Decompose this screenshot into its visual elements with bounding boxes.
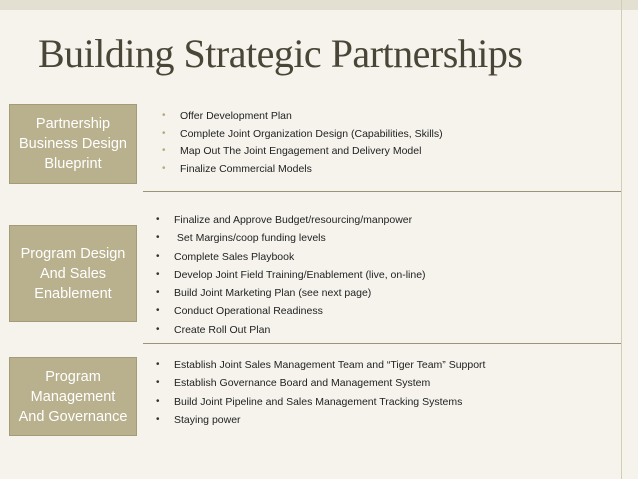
section-divider bbox=[143, 191, 621, 192]
list-item: • Create Roll Out Plan bbox=[156, 323, 271, 336]
section-label-partnership-blueprint bbox=[9, 104, 137, 184]
bullet-dot-icon: • bbox=[156, 305, 160, 317]
bullet-dot-icon: • bbox=[162, 127, 166, 139]
list-item: • Develop Joint Field Training/Enablement (live, on-line) bbox=[156, 268, 426, 281]
slide-title: Building Strategic Partnerships bbox=[38, 31, 523, 76]
section-label-line: Program Design bbox=[20, 245, 126, 262]
bullet-dot-icon: • bbox=[156, 395, 160, 407]
bullet-dot-icon: • bbox=[162, 162, 166, 174]
bullet-dot-icon: • bbox=[156, 323, 160, 335]
bullet-list-partnership-blueprint bbox=[156, 110, 443, 180]
list-item: • Map Out The Joint Engagement and Delivery Model bbox=[162, 145, 422, 157]
bullet-dot-icon: • bbox=[156, 413, 160, 425]
list-item: • Build Joint Pipeline and Sales Management Tracking Systems bbox=[156, 395, 463, 408]
bullet-dot-icon: • bbox=[162, 145, 166, 156]
bullet-list-program-management bbox=[150, 359, 485, 432]
section-divider bbox=[143, 343, 621, 344]
list-item: • Finalize Commercial Models bbox=[162, 162, 312, 175]
bullet-dot-icon: • bbox=[162, 110, 166, 121]
top-band bbox=[0, 0, 638, 10]
right-rule bbox=[621, 0, 622, 479]
bullet-dot-icon: • bbox=[156, 268, 160, 280]
section-label-line: Program bbox=[45, 368, 101, 385]
bullet-list-program-design bbox=[150, 214, 426, 342]
list-item: • Staying power bbox=[156, 413, 241, 426]
section-label-line: Partnership bbox=[35, 116, 111, 132]
bullet-dot-icon: • bbox=[156, 359, 160, 370]
section-label-line: And Sales bbox=[39, 265, 107, 282]
bullet-dot-icon: • bbox=[156, 377, 160, 389]
list-item: • Establish Governance Board and Management System bbox=[156, 377, 431, 390]
section-label-line: Blueprint bbox=[44, 156, 102, 172]
list-item: • Set Margins/coop funding levels bbox=[156, 232, 326, 245]
bullet-dot-icon: • bbox=[156, 232, 160, 244]
list-item: • Complete Sales Playbook bbox=[156, 250, 295, 263]
section-label-line: Enablement bbox=[34, 285, 112, 302]
list-item: • Build Joint Marketing Plan (see next page) bbox=[156, 287, 372, 300]
bullet-dot-icon: • bbox=[156, 250, 160, 262]
section-label-line: Management bbox=[30, 388, 116, 405]
list-item: • Finalize and Approve Budget/resourcing/manpower bbox=[156, 214, 413, 226]
section-label-line: And Governance bbox=[18, 408, 128, 425]
bullet-dot-icon: • bbox=[156, 214, 160, 225]
section-label-line: Business Design bbox=[19, 136, 127, 152]
list-item: • Conduct Operational Readiness bbox=[156, 305, 323, 318]
section-label-program-design bbox=[9, 225, 137, 322]
section-label-program-management bbox=[9, 357, 137, 436]
list-item: • Complete Joint Organization Design (Capabilities, Skills) bbox=[162, 127, 443, 140]
list-item: • Offer Development Plan bbox=[162, 110, 292, 122]
list-item: • Establish Joint Sales Management Team and “Tiger Team” Support bbox=[156, 359, 486, 371]
bullet-dot-icon: • bbox=[156, 287, 160, 299]
